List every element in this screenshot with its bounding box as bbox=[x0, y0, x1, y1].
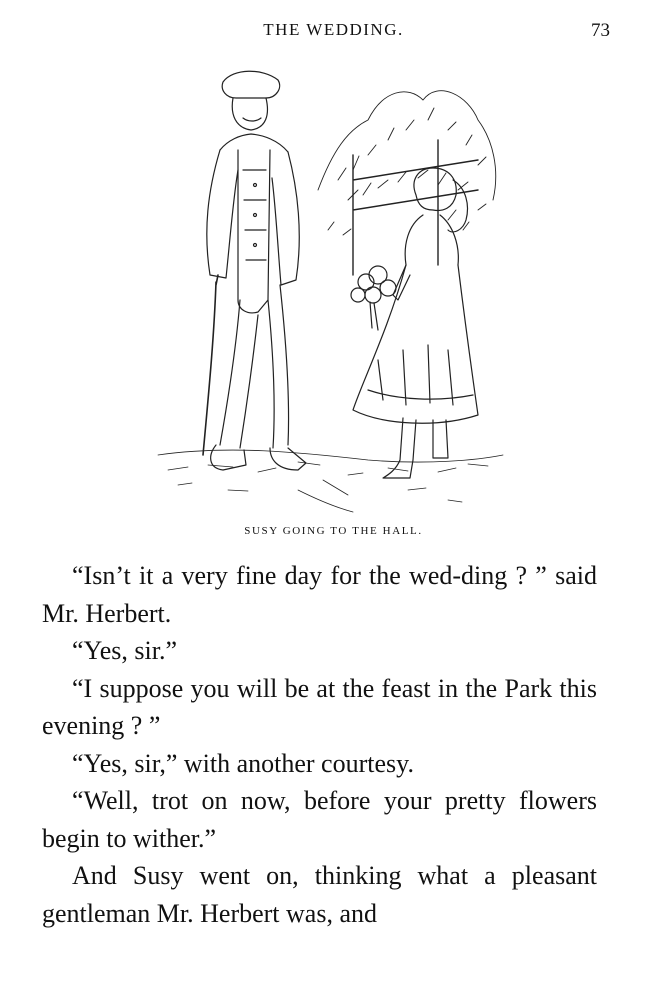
paragraph: “Isn’t it a very fine day for the wed-ding ? ” said Mr. Herbert. bbox=[42, 561, 597, 628]
paragraph: “Yes, sir.” bbox=[72, 636, 177, 665]
man-figure bbox=[203, 71, 306, 470]
page-number: 73 bbox=[591, 20, 610, 41]
ground bbox=[158, 450, 503, 512]
background-foliage bbox=[318, 91, 496, 275]
flower-bouquet bbox=[351, 266, 396, 330]
paragraph: “I suppose you will be at the feast in the Park this evening ? ” bbox=[42, 673, 597, 740]
paragraph: “Well, trot on now, before your pretty flowers begin to wither.” bbox=[42, 786, 597, 853]
paragraph: “Yes, sir,” with another courtesy. bbox=[72, 748, 414, 778]
page-header bbox=[0, 18, 667, 48]
engraving-illustration bbox=[148, 60, 508, 515]
body-text bbox=[42, 557, 597, 932]
paragraph: And Susy went on, thinking what a pleasant gentleman Mr. Herbert was, and bbox=[42, 861, 597, 928]
girl-figure bbox=[351, 168, 478, 478]
running-title: THE WEDDING. bbox=[263, 20, 404, 39]
illustration-caption: SUSY GOING TO THE HALL. bbox=[244, 525, 423, 537]
